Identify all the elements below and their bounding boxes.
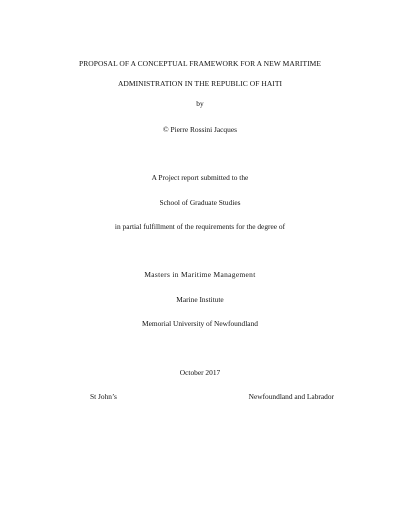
submission-line-3: in partial fulfillment of the requirements for the degree of (114, 222, 286, 231)
submission-date: October 2017 (179, 368, 221, 377)
author-name: © Pierre Rossini Jacques (163, 125, 237, 134)
degree-program: Masters in Maritime Management (144, 270, 256, 279)
university-name: Memorial University of Newfoundland (142, 319, 258, 328)
location-city: St John’s (90, 392, 117, 401)
thesis-title-line-1: PROPOSAL OF A CONCEPTUAL FRAMEWORK FOR A NEW MARITIME (79, 59, 321, 68)
thesis-title-line-2: ADMINISTRATION IN THE REPUBLIC OF HAITI (117, 79, 283, 88)
institute-name: Marine Institute (176, 295, 224, 304)
submission-line-1: A Project report submitted to the (151, 173, 249, 182)
submission-line-2: School of Graduate Studies (159, 198, 241, 207)
by-label: by (196, 99, 204, 108)
location-region: Newfoundland and Labrador (248, 392, 334, 401)
